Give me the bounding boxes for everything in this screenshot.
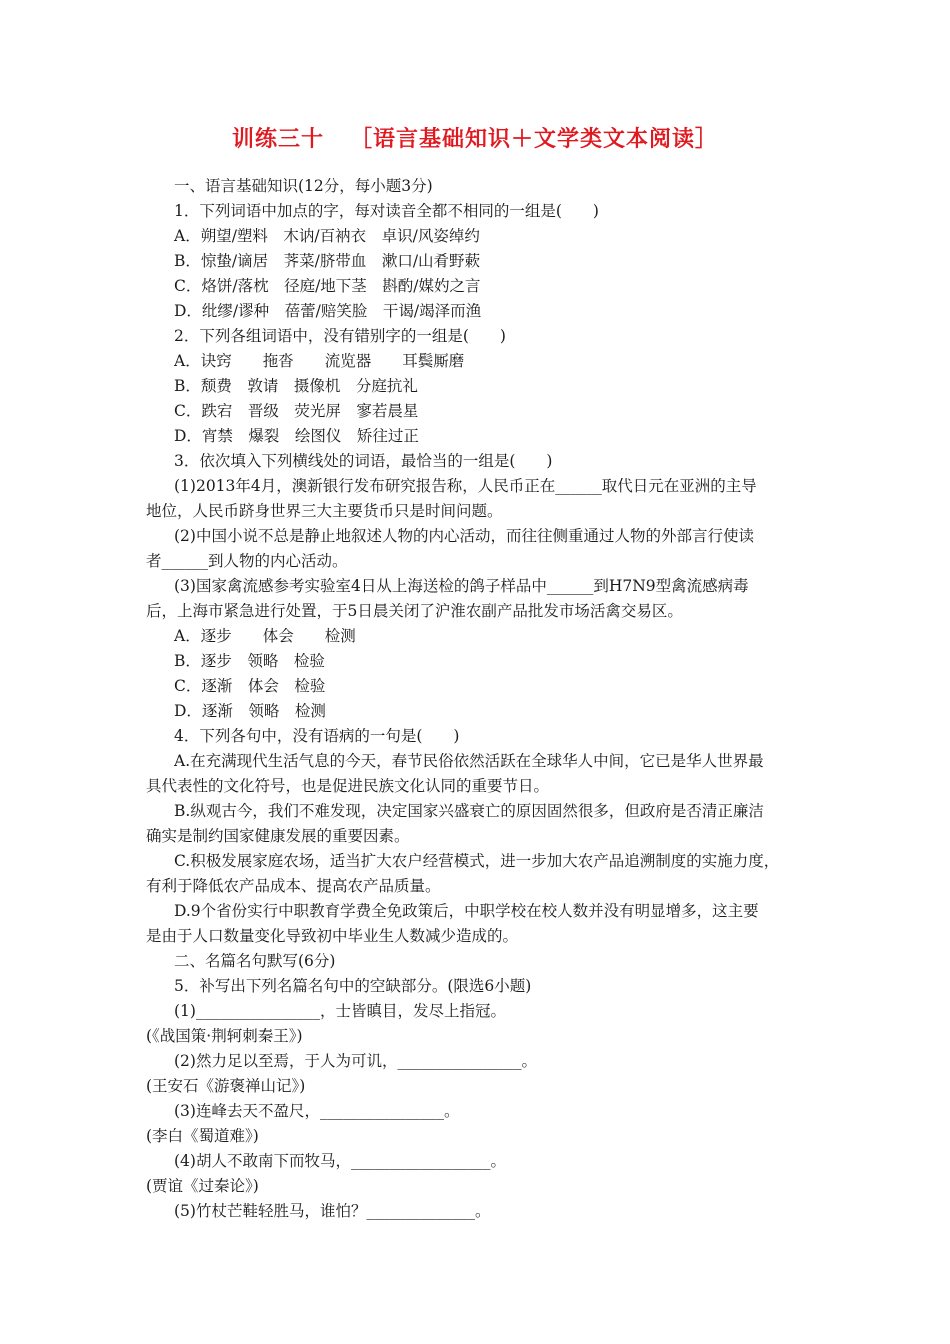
text-line: (3)连峰去天不盈尺，________________。 (174, 1102, 460, 1120)
text-line: D．宵禁 爆裂 绘图仪 矫往过正 (174, 427, 419, 445)
text-line: (贾谊《过秦论》) (146, 1177, 259, 1195)
text-line: 一、语言基础知识(12分，每小题3分) (174, 177, 433, 195)
text-line: 确实是制约国家健康发展的重要因素。 (146, 827, 410, 845)
text-line: (1)________________，士皆瞋目，发尽上指冠。 (174, 1002, 506, 1020)
page-title (0, 122, 950, 153)
text-line: (4)胡人不敢南下而牧马，__________________。 (174, 1152, 506, 1170)
text-line: D．纰缪/谬种 蓓蕾/赔笑脸 干谒/竭泽而渔 (174, 302, 482, 320)
text-line: (李白《蜀道难》) (146, 1127, 259, 1145)
text-line: (《战国策·荆轲刺秦王》) (146, 1027, 303, 1045)
text-line: B．逐步 领略 检验 (174, 652, 325, 670)
text-line: B．颓费 敦请 摄像机 分庭抗礼 (174, 377, 418, 395)
text-line: C．跌宕 晋级 荧光屏 寥若晨星 (174, 402, 419, 420)
text-line: (1)2013年4月，澳新银行发布研究报告称，人民币正在______取代日元在亚洲的主导 (174, 477, 757, 495)
text-line: (王安石《游褒禅山记》) (146, 1077, 306, 1095)
text-line: 3．依次填入下列横线处的词语，最恰当的一组是( ) (174, 452, 553, 470)
text-line: (2)然力足以至焉，于人为可讥，________________。 (174, 1052, 537, 1070)
text-line: C.积极发展家庭农场，适当扩大农户经营模式，进一步加大农产品追溯制度的实施力度， (174, 852, 780, 870)
text-line: 5．补写出下列名篇名句中的空缺部分。(限选6小题) (174, 977, 532, 995)
text-line: (2)中国小说不总是静止地叙述人物的内心活动，而往往侧重通过人物的外部言行使读 (174, 527, 754, 545)
text-line: D．逐渐 领略 检测 (174, 702, 326, 720)
text-line: 地位，人民币跻身世界三大主要货币只是时间问题。 (146, 502, 503, 520)
text-line: 1．下列词语中加点的字，每对读音全都不相同的一组是( ) (174, 202, 599, 220)
text-line: 二、名篇名句默写(6分) (174, 952, 336, 970)
text-line: D.9个省份实行中职教育学费全免政策后，中职学校在校人数并没有明显增多，这主要 (174, 902, 759, 920)
exercise-body (146, 174, 812, 1224)
title-subtitle: ［语言基础知识＋文学类文本阅读］ (350, 127, 719, 152)
text-line: B．惊蛰/谪居 荠菜/脐带血 漱口/山肴野蔌 (174, 252, 481, 270)
text-line: A.在充满现代生活气息的今天，春节民俗依然活跃在全球华人中间，它已是华人世界最 (174, 752, 764, 770)
text-line: 有利于降低农产品成本、提高农产品质量。 (146, 877, 441, 895)
text-line: 是由于人口数量变化导致初中毕业生人数减少造成的。 (146, 927, 519, 945)
title-main: 训练三十 (231, 127, 324, 152)
text-line: 具代表性的文化符号，也是促进民族文化认同的重要节日。 (146, 777, 550, 795)
text-line: 后，上海市紧急进行处置，于5日晨关闭了沪淮农副产品批发市场活禽交易区。 (146, 602, 683, 620)
text-line: A．诀窍 拖沓 流览器 耳鬓厮磨 (174, 352, 465, 370)
text-line: 4．下列各句中，没有语病的一句是( ) (174, 727, 460, 745)
text-line: (3)国家禽流感参考实验室4日从上海送检的鸽子样品中______到H7N9型禽流感病毒 (174, 577, 749, 595)
text-line: (5)竹杖芒鞋轻胜马，谁怕？______________。 (174, 1202, 491, 1220)
text-line: 2．下列各组词语中，没有错别字的一组是( ) (174, 327, 506, 345)
text-line: C．烙饼/落枕 径庭/地下茎 斟酌/媒妁之言 (174, 277, 481, 295)
text-line: C．逐渐 体会 检验 (174, 677, 326, 695)
text-line: 者______到人物的内心活动。 (146, 552, 348, 570)
text-line: B.纵观古今，我们不难发现，决定国家兴盛衰亡的原因固然很多，但政府是否清正廉洁 (174, 802, 764, 820)
text-line: A．朔望/塑料 木讷/百衲衣 卓识/风姿绰约 (174, 227, 480, 245)
text-line: A．逐步 体会 检测 (174, 627, 356, 645)
